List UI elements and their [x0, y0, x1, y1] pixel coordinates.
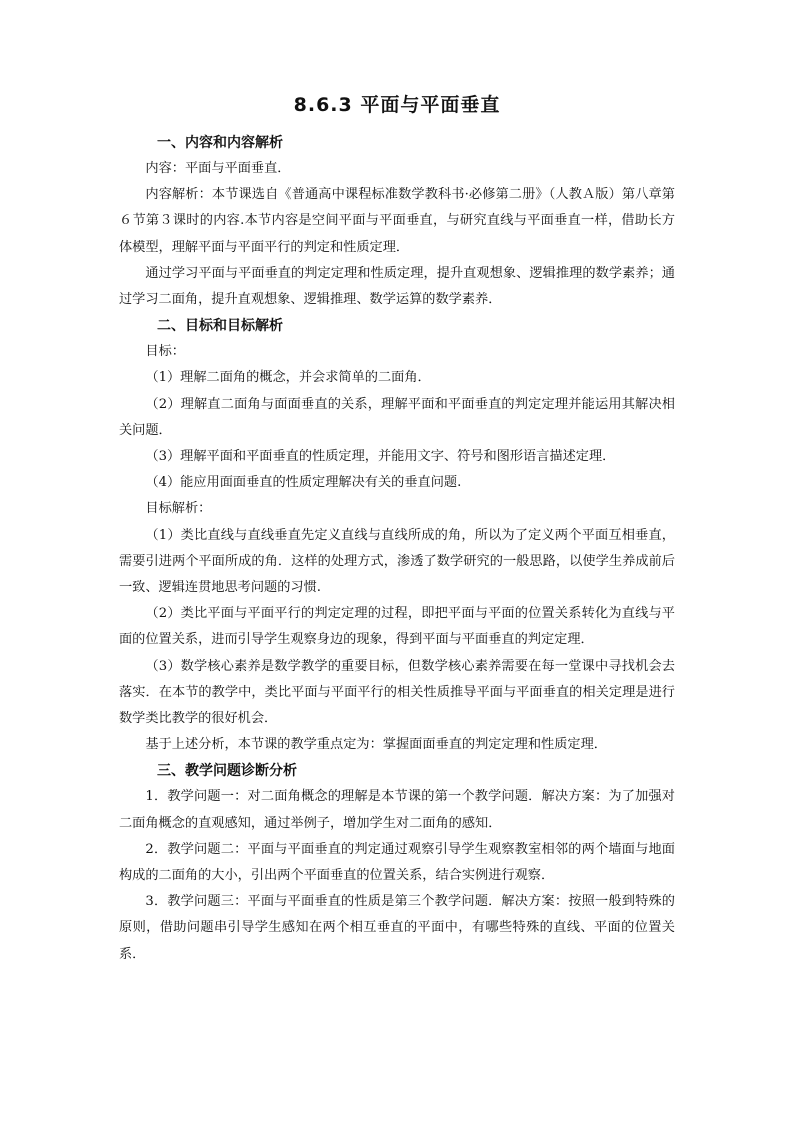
paragraph: （3）数学核心素养是数学教学的重要目标，但数学核心素养需要在每一堂课中寻找机会去落实．在本节的教学中，类比平面与平面平行的相关性质推导平面与平面垂直的相关定理是进行数学类比教学的很好机会． [119, 658, 675, 727]
paragraph: （4）能应用面面垂直的性质定理解决有关的垂直问题. [145, 475, 462, 491]
paragraph: 3．教学问题三：平面与平面垂直的性质是第三个教学问题．解决方案：按照一般到特殊的原则，借助问题串引导学生感知在两个相互垂直的平面中，有哪些特殊的直线、平面的位置关系． [119, 894, 675, 962]
paragraph: （1）理解二面角的概念，并会求简单的二面角． [145, 370, 431, 386]
paragraph: 内容解析：本节课选自《普通高中课程标准数学教科书·必修第二册》（人教Ａ版）第八章第６节第３课时的内容.本节内容是空间平面与平面垂直，与研究直线与平面垂直一样，借助长方体模型，理解平面与平面平行的判定和性质定理． [119, 187, 675, 255]
paragraph: 目标解析： [145, 501, 212, 517]
paragraph: 2．教学问题二：平面与平面垂直的判定通过观察引导学生观察教室相邻的两个墙面与地面构成的二面角的大小，引出两个平面垂直的位置关系，结合实例进行观察． [119, 841, 675, 884]
paragraph: 1．教学问题一：对二面角概念的理解是本节课的第一个教学问题．解决方案：为了加强对二面角概念的直观感知，通过举例子，增加学生对二面角的感知． [119, 789, 675, 831]
section-heading: 二、目标和目标解析 [157, 318, 283, 335]
paragraph: 基于上述分析，本节课的教学重点定为：掌握面面垂直的判定定理和性质定理． [145, 737, 607, 753]
paragraph: 内容：平面与平面垂直． [145, 161, 291, 176]
document-page [119, 92, 675, 968]
document-title: 8.6.3 平面与平面垂直 [293, 94, 501, 116]
paragraph: （3）理解平面和平面垂直的性质定理，并能用文字、符号和图形语言描述定理． [145, 449, 616, 465]
paragraph: （2）类比平面与平面平行的判定定理的过程，即把平面与平面的位置关系转化为直线与平面的位置关系，进而引导学生观察身边的现象，得到平面与平面垂直的判定定理． [119, 606, 675, 648]
paragraph: 通过学习平面与平面垂直的判定定理和性质定理，提升直观想象、逻辑推理的数学素养；通过学习二面角，提升直观想象、逻辑推理、数学运算的数学素养． [119, 265, 675, 308]
paragraph: （2）理解直二面角与面面垂直的关系，理解平面和平面垂直的判定定理并能运用其解决相关问题． [119, 396, 675, 438]
paragraph: 目标： [145, 344, 185, 360]
section-diagnosis [119, 758, 675, 967]
section-content [119, 130, 675, 313]
paragraph: （1）类比直线与直线垂直先定义直线与直线所成的角，所以为了定义两个平面互相垂直，需要引进两个平面所成的角．这样的处理方式，渗透了数学研究的一般思路，以使学生养成前后一致、逻辑连贯地思考问题的习惯. [119, 527, 675, 596]
section-heading: 一、内容和内容解析 [157, 135, 283, 151]
section-goals [119, 313, 675, 758]
section-heading: 三、教学问题诊断分析 [157, 763, 297, 780]
